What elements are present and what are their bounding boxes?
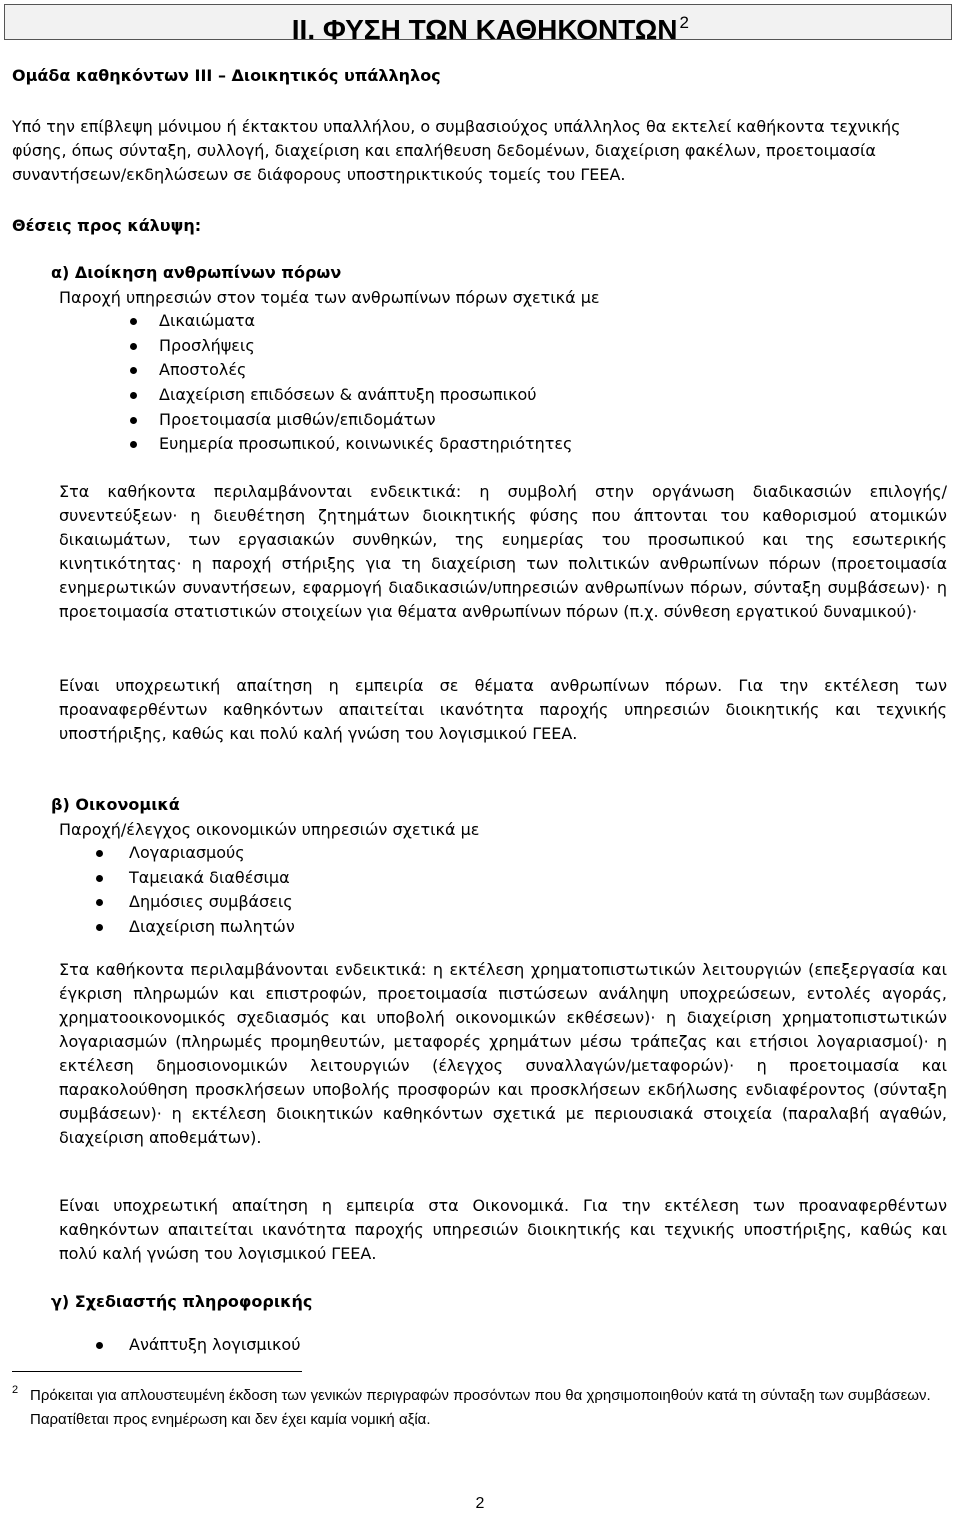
section-b-lead: Παροχή/έλεγχος οικονομικών υπηρεσιών σχετικά με bbox=[59, 820, 480, 839]
bullet-icon bbox=[130, 392, 137, 399]
page-number: 2 bbox=[475, 1495, 485, 1512]
section-a-duties-text: Στα καθήκοντα περιλαμβάνονται ενδεικτικά: η συμβολή στην οργάνωση διαδικασιών επιλογής/συνεντεύξεων· η διευθέτηση ζητημάτων διοικητικής φύσης που άπτονται του καθορισμού ατομικών δικαιωμάτων, των εργασιακών συνθηκών, της ευημερίας του προσωπικού και της εσωτερικής κινητικότητας· η παροχή στήριξης για τη διαχείριση των πολιτικών ανθρωπίνων πόρων (προετοιμασία ενημερωτικών συναντήσεων, εφαρμογή διαδικασιών/υπηρεσιών ανθρωπίνων πόρων, σύνταξη συμβάσεων)· η προετοιμασία στατιστικών στοιχείων για θέματα ανθρωπίνων πόρων (π.χ. σύνθεση εργατικού δυναμικού)· bbox=[59, 482, 947, 621]
section-b-requirement bbox=[59, 1194, 947, 1266]
list-item-label: Ταμειακά διαθέσιμα bbox=[129, 867, 290, 887]
section-b-heading-text: β) Οικονομικά bbox=[51, 795, 180, 814]
list-item bbox=[130, 358, 572, 383]
list-item-label: Δημόσιες συμβάσεις bbox=[129, 892, 293, 912]
title-banner bbox=[4, 4, 952, 45]
list-item bbox=[96, 1333, 300, 1358]
bullet-icon bbox=[96, 875, 103, 882]
list-item-label: Δικαιώματα bbox=[159, 311, 256, 330]
bullet-icon bbox=[130, 417, 137, 424]
list-item bbox=[96, 890, 295, 915]
section-b-duties bbox=[59, 958, 947, 1150]
positions-heading: Θέσεις προς κάλυψη: bbox=[12, 216, 202, 235]
section-a-requirement bbox=[59, 674, 947, 746]
list-item bbox=[96, 915, 295, 940]
list-item bbox=[96, 866, 295, 891]
footnote-text: Πρόκειται για απλουστευμένη έκδοση των γενικών περιγραφών προσόντων που θα χρησιμοποιηθούν κατά τη σύνταξη των συμβάσεων. Παρατίθεται προς ενημέρωση και δεν έχει καμία νομική αξία. bbox=[30, 1387, 931, 1428]
section-c-heading bbox=[51, 1290, 312, 1314]
section-b-list bbox=[96, 841, 295, 940]
list-item-label: Ευημερία προσωπικού, κοινωνικές δραστηριότητες bbox=[159, 434, 573, 454]
list-item bbox=[96, 841, 295, 866]
list-item-label: Αποστολές bbox=[159, 360, 247, 380]
section-b-requirement-text: Είναι υποχρεωτική απαίτηση η εμπειρία στα Οικονομικά. Για την εκτέλεση των προαναφερθέντων καθηκόντων απαιτείται ικανότητα παροχής υπηρεσιών διοικητικής και τεχνικής υποστήριξης, καθώς και πολύ καλή γνώση του λογισμικού ΓΕΕΑ. bbox=[59, 1196, 947, 1263]
list-item bbox=[130, 408, 572, 433]
list-item-label: Διαχείριση πωλητών bbox=[129, 917, 295, 937]
bullet-icon bbox=[130, 318, 137, 325]
section-a-heading-text: α) Διοίκηση ανθρωπίνων πόρων bbox=[51, 263, 342, 282]
section-a-list bbox=[130, 309, 572, 457]
list-item bbox=[130, 309, 572, 334]
list-item bbox=[130, 383, 572, 408]
page-title-text: II. ΦΥΣΗ ΤΩΝ ΚΑΘΗΚΟΝΤΩΝ bbox=[291, 14, 678, 45]
list-item bbox=[130, 334, 572, 359]
group-heading: Ομάδα καθηκόντων ΙΙΙ – Διοικητικός υπάλληλος bbox=[12, 66, 441, 85]
section-c-heading-text: γ) Σχεδιαστής πληροφορικής bbox=[51, 1292, 313, 1311]
section-a-duties bbox=[59, 480, 947, 624]
list-item bbox=[130, 432, 572, 457]
bullet-icon bbox=[96, 850, 103, 857]
section-b-duties-text: Στα καθήκοντα περιλαμβάνονται ενδεικτικά: η εκτέλεση χρηματοπιστωτικών λειτουργιών (επεξεργασία και έγκριση πληρωμών και επιστροφών, προετοιμασία πιστώσεων ανάληψη υποχρεώσεων, εντολές αγοράς, χρηματοοικονομικός σχεδιασμός και υποβολή οικονομικών εκθέσεων)· η διαχείριση χρηματοπιστωτικών λογαριασμών (πληρωμές προμηθευτών, μεταφορές χρημάτων μέσω τράπεζας και ετήσιοι λογαριασμοί)· η εκτέλεση δημοσιονομικών λειτουργιών (έλεγχος συναλλαγών/μεταφορών)· η προετοιμασία και παρακολούθηση προσκλήσεων υποβολής προσφορών και προσκλήσεων εκδήλωσης ενδιαφέροντος (σύνταξη συμβάσεων)· η εκτέλεση διοικητικών καθηκόντων σχετικά με περιουσιακά στοιχεία (παραλαβή αγαθών, διαχείριση αποθεμάτων). bbox=[59, 960, 947, 1147]
list-item-label: Διαχείριση επιδόσεων & ανάπτυξη προσωπικού bbox=[159, 385, 537, 405]
list-item-label: Προσλήψεις bbox=[159, 335, 255, 355]
bullet-icon bbox=[130, 343, 137, 350]
footnote-divider bbox=[12, 1371, 302, 1372]
list-item-label: Λογαριασμούς bbox=[129, 843, 245, 862]
footnote bbox=[12, 1384, 942, 1432]
page-title bbox=[292, 7, 689, 46]
footnote-mark: 2 bbox=[12, 1384, 19, 1396]
bullet-icon bbox=[96, 924, 103, 931]
section-c-list bbox=[96, 1333, 300, 1358]
bullet-icon bbox=[130, 367, 137, 374]
list-item-label: Προετοιμασία μισθών/επιδομάτων bbox=[159, 409, 436, 429]
section-a-requirement-text: Είναι υποχρεωτική απαίτηση η εμπειρία σε θέματα ανθρωπίνων πόρων. Για την εκτέλεση των προαναφερθέντων καθηκόντων απαιτείται ικανότητα παροχής υπηρεσιών διοικητικής και τεχνικής υποστήριξης, καθώς και πολύ καλή γνώση του λογισμικού ΓΕΕΑ. bbox=[59, 676, 947, 743]
title-footnote-ref: 2 bbox=[679, 13, 689, 32]
section-b-heading bbox=[51, 793, 180, 817]
section-a-heading bbox=[51, 261, 341, 285]
bullet-icon bbox=[96, 899, 103, 906]
bullet-icon bbox=[96, 1342, 103, 1349]
intro-text: Υπό την επίβλεψη μόνιμου ή έκτακτου υπαλλήλου, ο συμβασιούχος υπάλληλος θα εκτελεί καθήκοντα τεχνικής φύσης, όπως σύνταξη, συλλογή, διαχείριση και επαλήθευση δεδομένων, διαχείριση φακέλων, προετοιμασία συναντήσεων/εκδηλώσεων σε διάφορους υποστηρικτικούς τομείς του ΓΕΕΑ. bbox=[12, 117, 901, 184]
section-a-lead: Παροχή υπηρεσιών στον τομέα των ανθρωπίνων πόρων σχετικά με bbox=[59, 288, 600, 307]
bullet-icon bbox=[130, 441, 137, 448]
list-item-label: Ανάπτυξη λογισμικού bbox=[129, 1335, 301, 1354]
intro-paragraph bbox=[12, 115, 947, 187]
